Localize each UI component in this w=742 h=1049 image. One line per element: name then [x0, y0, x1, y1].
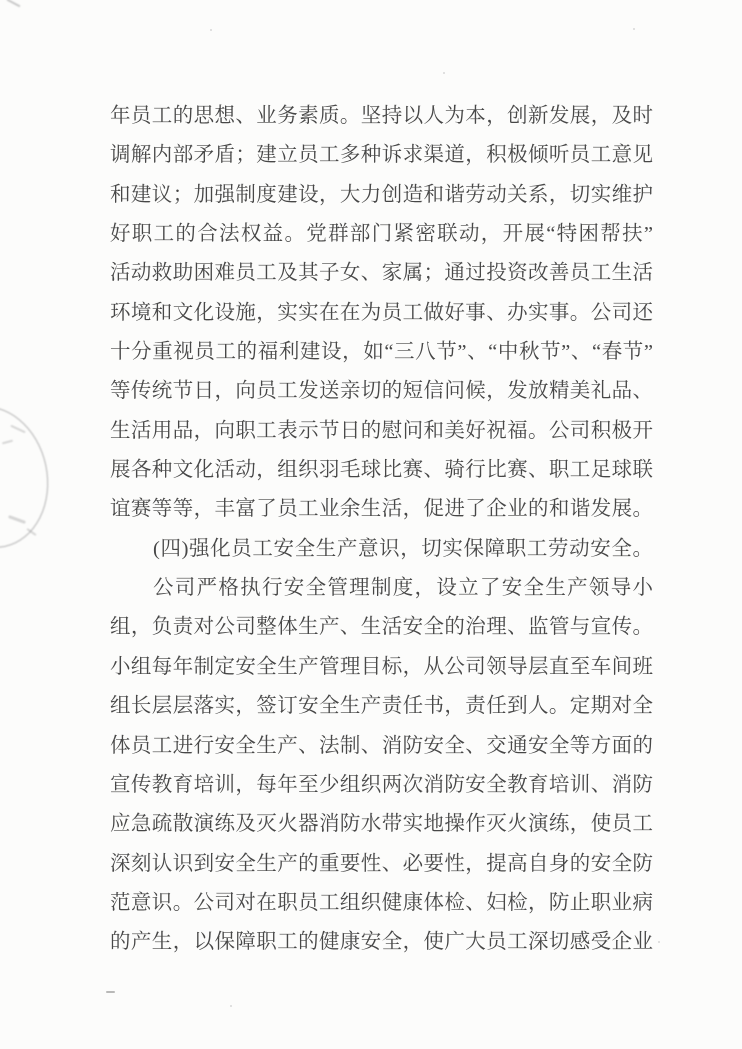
text-line: 体员工进行安全生产、法制、消防安全、交通安全等方面的: [110, 734, 653, 757]
text-line: (四)强化员工安全生产意识，切实保障职工劳动安全。: [153, 537, 653, 560]
text-line: 展各种文化活动，组织羽毛球比赛、骑行比赛、职工足球联: [110, 459, 653, 482]
scan-speck: [210, 29, 212, 31]
scan-mark-top-left: [6, 0, 20, 7]
text-line: 调解内部矛盾；建立员工多种诉求渠道，积极倾听员工意见: [110, 144, 653, 167]
text-line: 十分重视员工的福利建设，如“三八节”、“中秋节”、“春节”: [110, 341, 653, 364]
text-line: 公司严格执行安全管理制度，设立了安全生产领导小: [153, 577, 653, 600]
scan-mark-bottom: [106, 991, 115, 993]
text-line: 的产生，以保障职工的健康安全，使广大员工深切感受企业: [110, 931, 653, 954]
text-line: 组长层层落实，签订安全生产责任书，责任到人。定期对全: [110, 695, 653, 718]
text-line: 生活用品，向职工表示节日的慰问和美好祝福。公司积极开: [110, 419, 653, 442]
scan-speck: [633, 28, 635, 30]
text-line: 活动救助困难员工及其子女、家属；通过投资改善员工生活: [110, 262, 653, 285]
text-line: 宣传教育培训，每年至少组织两次消防安全教育培训、消防: [110, 773, 653, 796]
text-line: 深刻认识到安全生产的重要性、必要性，提高自身的安全防: [110, 852, 653, 875]
faint-stamp-artifact: [0, 395, 62, 560]
text-line: 小组每年制定安全生产管理目标，从公司领导层直至车间班: [110, 655, 653, 678]
scan-speck: [658, 941, 660, 943]
text-line: 范意识。公司对在职员工组织健康体检、妇检，防止职业病: [110, 891, 653, 914]
text-line: 和建议；加强制度建设，大力创造和谐劳动关系，切实维护: [110, 183, 653, 206]
text-line: 好职工的合法权益。党群部门紧密联动，开展“特困帮扶”: [110, 223, 653, 246]
scan-speck: [443, 72, 445, 74]
text-line: 谊赛等等，丰富了员工业余生活，促进了企业的和谐发展。: [110, 498, 653, 521]
text-line: 年员工的思想、业务素质。坚持以人为本，创新发展，及时: [110, 105, 653, 127]
scan-speck: [230, 1005, 232, 1007]
text-line: 组，负责对公司整体生产、生活安全的治理、监管与宣传。: [110, 616, 653, 639]
text-line: 应急疏散演练及灭火器消防水带实地操作灭火演练，使员工: [110, 813, 653, 836]
text-line: 环境和文化设施，实实在在为员工做好事、办实事。公司还: [110, 301, 653, 324]
text-line: 等传统节日，向员工发送亲切的短信问候，发放精美礼品、: [110, 380, 653, 403]
document-lines: [110, 97, 653, 963]
